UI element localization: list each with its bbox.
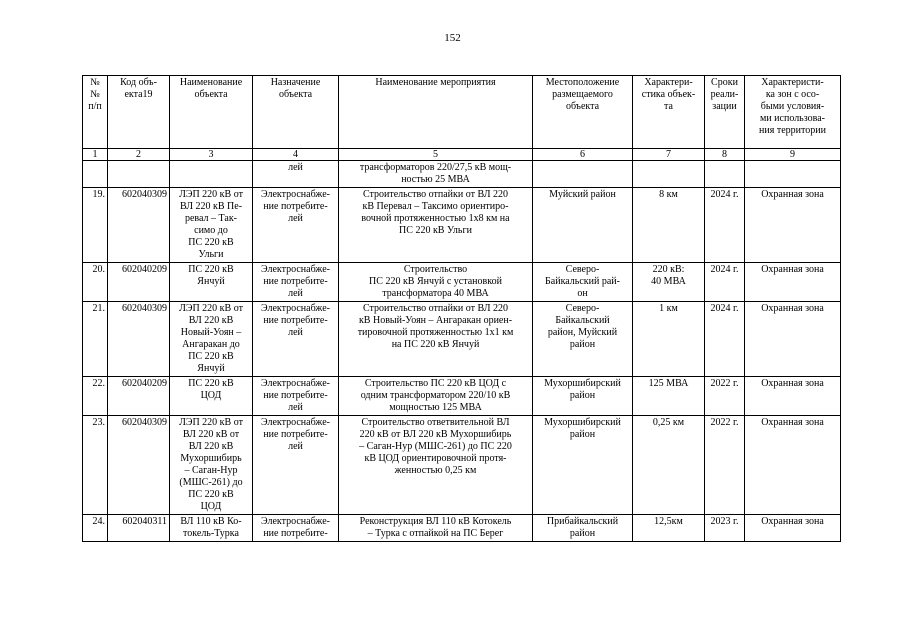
- zone-characteristics: Охранная зона: [745, 416, 841, 515]
- column-number: 6: [533, 149, 633, 161]
- implementation-term: [705, 161, 745, 188]
- object-location: [533, 161, 633, 188]
- column-number: 5: [339, 149, 533, 161]
- row-number: 22.: [83, 377, 108, 416]
- table-row: [83, 515, 841, 542]
- event-name: Строительство отпайки от ВЛ 220 кВ Новый-Уоян – Ангаракан ориен- тировочной протяженностью 1х1 км на ПС 220 кВ Янчуй: [339, 302, 533, 377]
- implementation-term: 2024 г.: [705, 188, 745, 263]
- page-number: 152: [444, 32, 461, 44]
- header-zones: Характеристи- ка зон с осо- быми условия- ми использова- ния территории: [745, 76, 841, 149]
- object-purpose: Электроснабже- ние потребите- лей: [253, 377, 339, 416]
- object-code: 602040309: [108, 416, 170, 515]
- object-name: [170, 161, 253, 188]
- object-location: Северо- Байкальский район, Муйский район: [533, 302, 633, 377]
- header-event: Наименование мероприятия: [339, 76, 533, 149]
- object-code: 602040209: [108, 263, 170, 302]
- table-row: [83, 416, 841, 515]
- table-row: [83, 263, 841, 302]
- event-name: Реконструкция ВЛ 110 кВ Котокель – Турка с отпайкой на ПС Берег: [339, 515, 533, 542]
- object-name: ВЛ 110 кВ Ко- токель-Турка: [170, 515, 253, 542]
- object-characteristics: 12,5км: [633, 515, 705, 542]
- column-number: 1: [83, 149, 108, 161]
- header-purpose: Назначение объекта: [253, 76, 339, 149]
- header-terms: Сроки реали- зации: [705, 76, 745, 149]
- object-characteristics: 8 км: [633, 188, 705, 263]
- row-number: 19.: [83, 188, 108, 263]
- table-row: [83, 161, 841, 188]
- table-row: [83, 302, 841, 377]
- row-number: [83, 161, 108, 188]
- column-number: 8: [705, 149, 745, 161]
- object-code: 602040309: [108, 302, 170, 377]
- column-number: 9: [745, 149, 841, 161]
- header-code: Код объ- екта19: [108, 76, 170, 149]
- zone-characteristics: Охранная зона: [745, 302, 841, 377]
- zone-characteristics: Охранная зона: [745, 263, 841, 302]
- object-name: ЛЭП 220 кВ от ВЛ 220 кВ от ВЛ 220 кВ Мухоршибирь – Саган-Нур (МШС-261) до ПС 220 кВ ЦОД: [170, 416, 253, 515]
- implementation-term: 2022 г.: [705, 377, 745, 416]
- event-name: трансформаторов 220/27,5 кВ мощ- ностью 25 МВА: [339, 161, 533, 188]
- object-code: 602040311: [108, 515, 170, 542]
- header-name: Наименование объекта: [170, 76, 253, 149]
- object-name: ЛЭП 220 кВ от ВЛ 220 кВ Новый-Уоян – Ангаракан до ПС 220 кВ Янчуй: [170, 302, 253, 377]
- object-code: [108, 161, 170, 188]
- column-number: 7: [633, 149, 705, 161]
- object-location: Северо- Байкальский рай- он: [533, 263, 633, 302]
- object-characteristics: 220 кВ: 40 МВА: [633, 263, 705, 302]
- header-location: Местоположение размещаемого объекта: [533, 76, 633, 149]
- event-name: Строительство ПС 220 кВ Янчуй с установкой трансформатора 40 МВА: [339, 263, 533, 302]
- object-name: ЛЭП 220 кВ от ВЛ 220 кВ Пе- ревал – Так- симо до ПС 220 кВ Ульги: [170, 188, 253, 263]
- zone-characteristics: Охранная зона: [745, 188, 841, 263]
- object-location: Мухоршибирский район: [533, 416, 633, 515]
- row-number: 24.: [83, 515, 108, 542]
- object-code: 602040309: [108, 188, 170, 263]
- table-row: [83, 188, 841, 263]
- object-location: Муйский район: [533, 188, 633, 263]
- event-name: Строительство отпайки от ВЛ 220 кВ Перевал – Таксимо ориентиро- вочной протяженностью 1х8 км на ПС 220 кВ Ульги: [339, 188, 533, 263]
- header-num: № № п/п: [83, 76, 108, 149]
- column-number: 4: [253, 149, 339, 161]
- zone-characteristics: [745, 161, 841, 188]
- object-characteristics: 0,25 км: [633, 416, 705, 515]
- object-characteristics: [633, 161, 705, 188]
- implementation-term: 2023 г.: [705, 515, 745, 542]
- object-characteristics: 125 МВА: [633, 377, 705, 416]
- table-row: [83, 377, 841, 416]
- object-name: ПС 220 кВ ЦОД: [170, 377, 253, 416]
- object-purpose: лей: [253, 161, 339, 188]
- header-row: [83, 76, 841, 149]
- event-name: Строительство ПС 220 кВ ЦОД с одним трансформатором 220/10 кВ мощностью 125 МВА: [339, 377, 533, 416]
- row-number: 23.: [83, 416, 108, 515]
- event-name: Строительство ответвительной ВЛ 220 кВ от ВЛ 220 кВ Мухоршибирь – Саган-Нур (МШС-261) до ПС 220 кВ ЦОД ориентировочной протя- женностью 0,25 км: [339, 416, 533, 515]
- implementation-term: 2022 г.: [705, 416, 745, 515]
- object-purpose: Электроснабже- ние потребите- лей: [253, 302, 339, 377]
- object-purpose: Электроснабже- ние потребите-: [253, 515, 339, 542]
- object-location: Мухоршибирский район: [533, 377, 633, 416]
- object-code: 602040209: [108, 377, 170, 416]
- zone-characteristics: Охранная зона: [745, 377, 841, 416]
- column-number: 2: [108, 149, 170, 161]
- column-number-row: [83, 149, 841, 161]
- implementation-term: 2024 г.: [705, 263, 745, 302]
- object-characteristics: 1 км: [633, 302, 705, 377]
- zone-characteristics: Охранная зона: [745, 515, 841, 542]
- object-name: ПС 220 кВ Янчуй: [170, 263, 253, 302]
- header-characteristics: Характери- стика объек- та: [633, 76, 705, 149]
- object-location: Прибайкальский район: [533, 515, 633, 542]
- object-purpose: Электроснабже- ние потребите- лей: [253, 188, 339, 263]
- column-number: 3: [170, 149, 253, 161]
- row-number: 21.: [83, 302, 108, 377]
- measures-table: [82, 75, 841, 542]
- row-number: 20.: [83, 263, 108, 302]
- object-purpose: Электроснабже- ние потребите- лей: [253, 416, 339, 515]
- implementation-term: 2024 г.: [705, 302, 745, 377]
- object-purpose: Электроснабже- ние потребите- лей: [253, 263, 339, 302]
